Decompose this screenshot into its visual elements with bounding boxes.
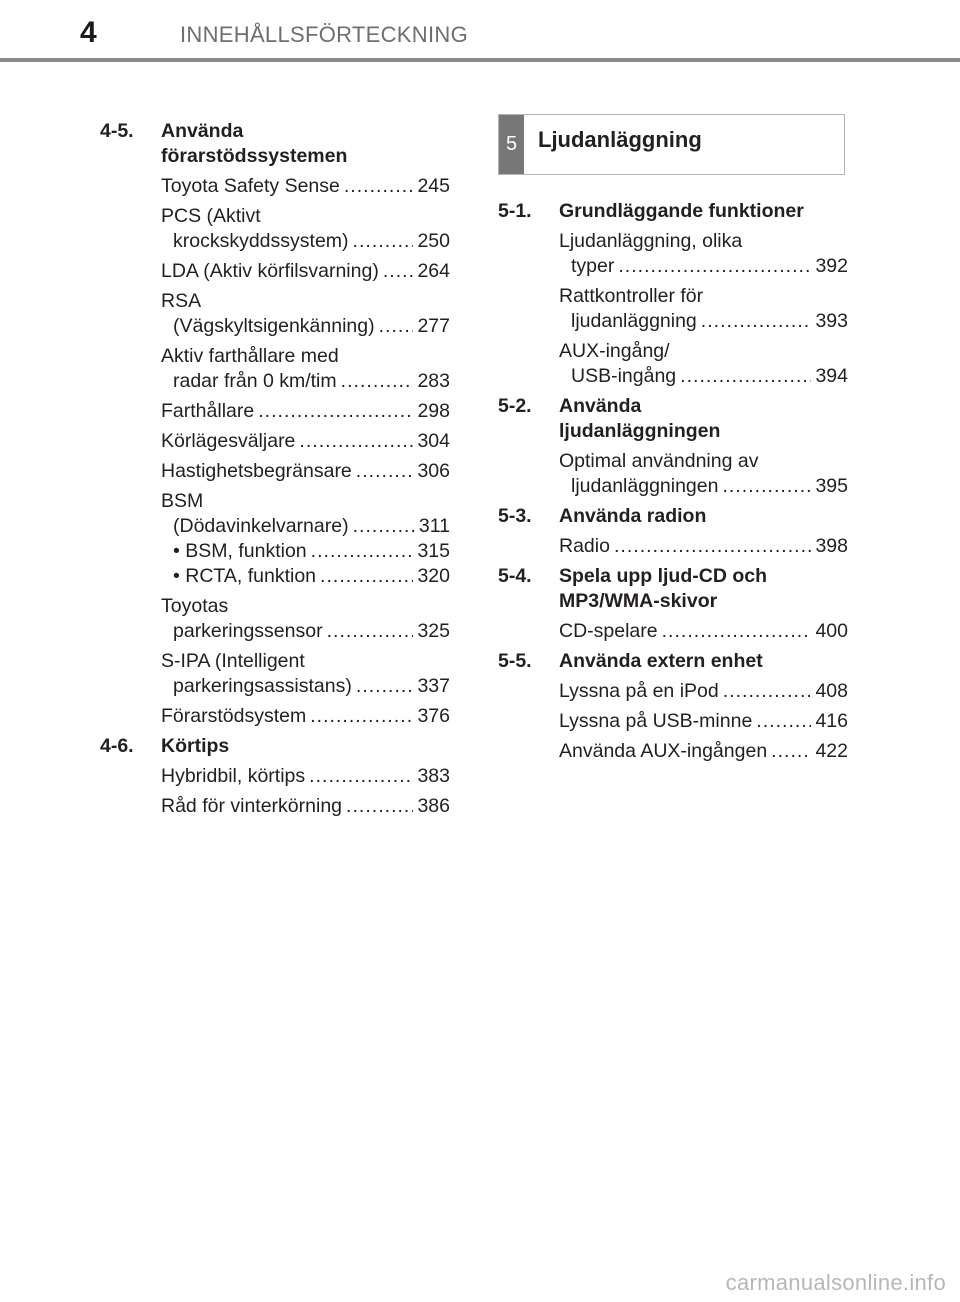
page-ref: 250	[417, 230, 450, 252]
toc-entry[interactable]	[559, 534, 848, 559]
section-title-cont: förarstödssystemen	[161, 145, 348, 167]
page-ref: 306	[417, 460, 450, 482]
toc-entry-title: Radio	[559, 535, 610, 557]
dot-leader	[327, 619, 414, 644]
toc-entry-text: S-IPA (Intelligent	[161, 650, 305, 672]
toc-entry[interactable]	[161, 489, 450, 589]
toc-entry-line	[559, 309, 848, 334]
dot-leader	[341, 369, 414, 394]
toc-entry-title: radar från 0 km/tim	[173, 370, 337, 392]
toc-entry[interactable]	[161, 459, 450, 484]
dot-leader	[344, 174, 414, 199]
section-heading	[498, 564, 848, 614]
toc-entry-title: Hastighetsbegränsare	[161, 460, 352, 482]
page-ref: 337	[417, 675, 450, 697]
toc-entry-line	[161, 514, 450, 539]
toc-entry[interactable]	[161, 204, 450, 254]
page-number: 4	[80, 16, 97, 49]
page-title: INNEHÅLLSFÖRTECKNING	[180, 22, 468, 47]
toc-entry-line	[161, 314, 450, 339]
dot-leader	[662, 619, 812, 644]
toc-entry-line	[161, 794, 450, 819]
toc-entry-line	[161, 459, 450, 484]
toc-entry-line	[161, 229, 450, 254]
toc-entry-title: Lyssna på en iPod	[559, 680, 719, 702]
toc-entry-line	[559, 709, 848, 734]
toc-entry-line	[161, 619, 450, 644]
toc-entry-title: LDA (Aktiv körfilsvarning)	[161, 260, 379, 282]
dot-leader	[723, 679, 812, 704]
toc-entry[interactable]	[161, 704, 450, 729]
page-header	[0, 0, 960, 64]
toc-entry[interactable]	[161, 399, 450, 424]
dot-leader	[311, 539, 414, 564]
page-ref: 311	[418, 515, 450, 537]
page-ref: 325	[417, 620, 450, 642]
section-heading	[498, 649, 848, 674]
section-number: 4-5.	[100, 120, 134, 142]
toc-entry[interactable]	[161, 174, 450, 199]
dot-leader	[346, 794, 413, 819]
page-ref: 393	[815, 310, 848, 332]
watermark: carmanualsonline.info	[725, 1270, 946, 1295]
page-ref: 245	[417, 175, 450, 197]
toc-entry-text: PCS (Aktivt	[161, 205, 261, 227]
page-ref: 383	[417, 765, 450, 787]
toc-entry-title: CD-spelare	[559, 620, 658, 642]
toc-column-left	[100, 114, 450, 819]
toc-entry-text: Rattkontroller för	[559, 285, 704, 307]
page-ref: 416	[815, 710, 848, 732]
section-title: Spela upp ljud-CD och	[559, 565, 767, 587]
dot-leader	[299, 429, 413, 454]
dot-leader	[356, 459, 414, 484]
toc-subentry-title: • RCTA, funktion	[173, 565, 317, 587]
toc-entry[interactable]	[161, 259, 450, 284]
toc-entry-title: Lyssna på USB-minne	[559, 710, 753, 732]
toc-entry[interactable]	[161, 429, 450, 454]
toc-list-right	[498, 199, 848, 764]
page-ref: 264	[417, 260, 450, 282]
section-title: Grundläggande funktioner	[559, 200, 804, 222]
dot-leader	[320, 564, 413, 589]
toc-entry-title: ljudanläggning	[571, 310, 697, 332]
toc-entry-line	[559, 679, 848, 704]
toc-entry-title: ljudanläggningen	[571, 475, 719, 497]
toc-entry-title: Använda AUX-ingången	[559, 740, 768, 762]
toc-entry-title: Förarstödsystem	[161, 705, 307, 727]
dot-leader	[722, 474, 811, 499]
page-ref: 422	[815, 740, 848, 762]
toc-entry[interactable]	[161, 344, 450, 394]
section-heading	[498, 504, 848, 529]
section-title-cont: ljudanläggningen	[559, 420, 721, 442]
chapter-title: Ljudanläggning	[538, 127, 702, 152]
page-ref: 395	[815, 475, 848, 497]
toc-entry[interactable]	[161, 794, 450, 819]
toc-subentry[interactable]	[161, 539, 450, 564]
toc-entry[interactable]	[559, 709, 848, 734]
toc-entry-line	[161, 259, 450, 284]
page-ref: 392	[815, 255, 848, 277]
section-heading	[100, 734, 450, 759]
toc-entry-line	[161, 674, 450, 699]
page-ref: 320	[417, 565, 450, 587]
dot-leader	[614, 534, 812, 559]
page-ref: 408	[815, 680, 848, 702]
toc-entry[interactable]	[161, 594, 450, 644]
toc-entry[interactable]	[559, 449, 848, 499]
dot-leader	[258, 399, 413, 424]
toc-entry-line	[161, 429, 450, 454]
toc-entry[interactable]	[559, 739, 848, 764]
chapter-number-tab: 5	[499, 115, 524, 174]
toc-entry-line	[161, 399, 450, 424]
section-title: Använda	[161, 120, 244, 142]
toc-list-left	[100, 119, 450, 819]
toc-entry-line	[559, 364, 848, 389]
section-number: 5-5.	[498, 650, 532, 672]
toc-entry[interactable]	[161, 289, 450, 339]
dot-leader	[310, 704, 413, 729]
dot-leader	[353, 514, 415, 539]
section-number: 5-1.	[498, 200, 532, 222]
page-ref: 376	[417, 705, 450, 727]
toc-entry-line	[161, 704, 450, 729]
dot-leader	[618, 254, 811, 279]
toc-entry[interactable]	[559, 679, 848, 704]
page-ref: 277	[417, 315, 450, 337]
toc-entry[interactable]	[559, 619, 848, 644]
page-ref: 386	[417, 795, 450, 817]
toc-entry-line	[559, 739, 848, 764]
toc-entry-text: RSA	[161, 290, 202, 312]
section-heading	[498, 199, 848, 224]
dot-leader	[353, 229, 414, 254]
page-ref: 398	[815, 535, 848, 557]
toc-entry-title: (Dödavinkelvarnare)	[173, 515, 349, 537]
toc-entry-title: Råd för vinterkörning	[161, 795, 343, 817]
toc-entry-line	[559, 474, 848, 499]
page-ref: 315	[417, 540, 450, 562]
toc-entry-text: Optimal användning av	[559, 450, 759, 472]
toc-entry[interactable]	[161, 649, 450, 699]
toc-entry-text: AUX-ingång/	[559, 340, 670, 362]
page-ref: 394	[815, 365, 848, 387]
toc-entry-title: USB-ingång	[571, 365, 677, 387]
toc-entry-line	[161, 174, 450, 199]
dot-leader	[701, 309, 812, 334]
toc-entry[interactable]	[559, 229, 848, 279]
toc-subentry-title: • BSM, funktion	[173, 540, 307, 562]
toc-entry[interactable]	[161, 764, 450, 789]
toc-entry-text: BSM	[161, 490, 204, 512]
toc-entry[interactable]	[559, 339, 848, 389]
dot-leader	[356, 674, 414, 699]
section-number: 4-6.	[100, 735, 134, 757]
page-ref: 400	[815, 620, 848, 642]
page-ref: 304	[417, 430, 450, 452]
page-ref: 283	[417, 370, 450, 392]
toc-column-right	[498, 114, 848, 764]
toc-entry[interactable]	[559, 284, 848, 334]
toc-entry-line	[161, 764, 450, 789]
dot-leader	[771, 739, 811, 764]
header-divider	[0, 58, 960, 62]
chapter-heading-box	[498, 114, 845, 175]
toc-entry-title: parkeringsassistans)	[173, 675, 352, 697]
toc-entry-line	[161, 369, 450, 394]
toc-entry-text: Toyotas	[161, 595, 229, 617]
section-title: Använda radion	[559, 505, 707, 527]
section-title: Körtips	[161, 735, 230, 757]
page-ref: 298	[417, 400, 450, 422]
section-title: Använda extern enhet	[559, 650, 763, 672]
toc-entry-title: krockskyddssystem)	[173, 230, 349, 252]
toc-entry-title: parkeringssensor	[173, 620, 323, 642]
toc-entry-text: Aktiv farthållare med	[161, 345, 339, 367]
toc-subentry[interactable]	[161, 564, 450, 589]
dot-leader	[756, 709, 811, 734]
dot-leader	[680, 364, 811, 389]
toc-entry-title: Toyota Safety Sense	[161, 175, 340, 197]
section-number: 5-3.	[498, 505, 532, 527]
section-heading	[498, 394, 848, 444]
toc-entry-line	[559, 619, 848, 644]
toc-entry-title: (Vägskyltsigenkänning)	[173, 315, 375, 337]
toc-entry-text: Ljudanläggning, olika	[559, 230, 743, 252]
dot-leader	[309, 764, 413, 789]
section-number: 5-4.	[498, 565, 532, 587]
toc-entry-title: Farthållare	[161, 400, 255, 422]
toc-entry-line	[559, 534, 848, 559]
toc-entry-line	[559, 254, 848, 279]
section-title: Använda	[559, 395, 642, 417]
section-number: 5-2.	[498, 395, 532, 417]
toc-entry-title: Körlägesväljare	[161, 430, 296, 452]
dot-leader	[383, 259, 414, 284]
toc-entry-title: Hybridbil, körtips	[161, 765, 306, 787]
section-heading	[100, 119, 450, 169]
dot-leader	[379, 314, 414, 339]
toc-entry-title: typer	[571, 255, 615, 277]
section-title-cont: MP3/WMA-skivor	[559, 590, 718, 612]
